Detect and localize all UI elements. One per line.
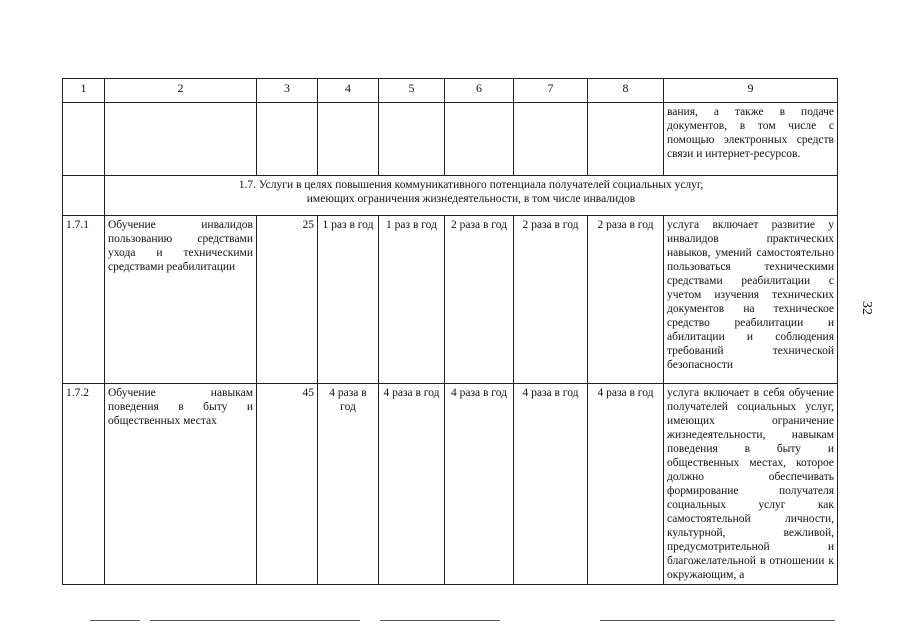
column-number: 1	[63, 79, 105, 103]
column-number-row	[63, 79, 838, 103]
section-title	[105, 176, 838, 216]
continuation-row	[63, 103, 838, 176]
service-name: Обучение навыкам поведения в быту и общественных местах	[105, 384, 257, 585]
page-number: 32	[859, 301, 874, 315]
frequency-cell: 4 раза в год	[379, 384, 445, 585]
section-title-line2: имеющих ограничения жизнедеятельности, в том числе инвалидов	[306, 193, 636, 205]
scan-artifact-line	[90, 620, 140, 621]
column-number: 6	[445, 79, 514, 103]
column-number: 7	[514, 79, 588, 103]
services-table	[62, 78, 838, 585]
section-title-line1: 1.7. Услуги в целях повышения коммуникативного потенциала получателей социальных услуг,	[238, 179, 704, 191]
column-number: 5	[379, 79, 445, 103]
frequency-cell: 4 раза в год	[318, 384, 379, 585]
row-number: 1.7.1	[63, 216, 105, 384]
scan-artifact-line	[380, 620, 500, 621]
service-name: Обучение инвалидов пользованию средствами ухода и техническими средствами реабилитации	[105, 216, 257, 384]
table-row	[63, 384, 838, 585]
column-number: 8	[588, 79, 664, 103]
frequency-cell: 4 раза в год	[514, 384, 588, 585]
column-number: 4	[318, 79, 379, 103]
frequency-cell: 4 раза в год	[588, 384, 664, 585]
section-row	[63, 176, 838, 216]
frequency-cell: 2 раза в год	[588, 216, 664, 384]
frequency-cell: 4 раза в год	[445, 384, 514, 585]
frequency-cell: 2 раза в год	[445, 216, 514, 384]
column-number: 3	[257, 79, 318, 103]
column-number: 9	[664, 79, 838, 103]
column-number: 2	[105, 79, 257, 103]
row-number: 1.7.2	[63, 384, 105, 585]
frequency-cell: 1 раз в год	[379, 216, 445, 384]
table-row	[63, 216, 838, 384]
continued-description: вания, а также в подаче документов, в том числе с помощью электронных средств связи и интернет-ресурсов.	[664, 103, 838, 176]
cell-value: 25	[257, 216, 318, 384]
scan-artifact-line	[150, 620, 360, 621]
scan-artifact-line	[600, 620, 835, 621]
service-description: услуга включает в себя обучение получателей социальных услуг, имеющих ограничение жизнедеятельности, навыкам поведения в быту и общественных местах, которое должно обеспечивать формирование получателя социальных услуг как самостоятельной личности, культурной, вежливой, предусмотрительной и благожелательной в отношении к окружающим, а	[664, 384, 838, 585]
frequency-cell: 2 раза в год	[514, 216, 588, 384]
frequency-cell: 1 раз в год	[318, 216, 379, 384]
service-description: услуга включает развитие у инвалидов практических навыков, умений самостоятельно пользоваться техническими средствами реабилитации с учетом изучения технических документов на техническое средство реабилитации и абилитации и соблюдения требований технической безопасности	[664, 216, 838, 384]
cell-value: 45	[257, 384, 318, 585]
